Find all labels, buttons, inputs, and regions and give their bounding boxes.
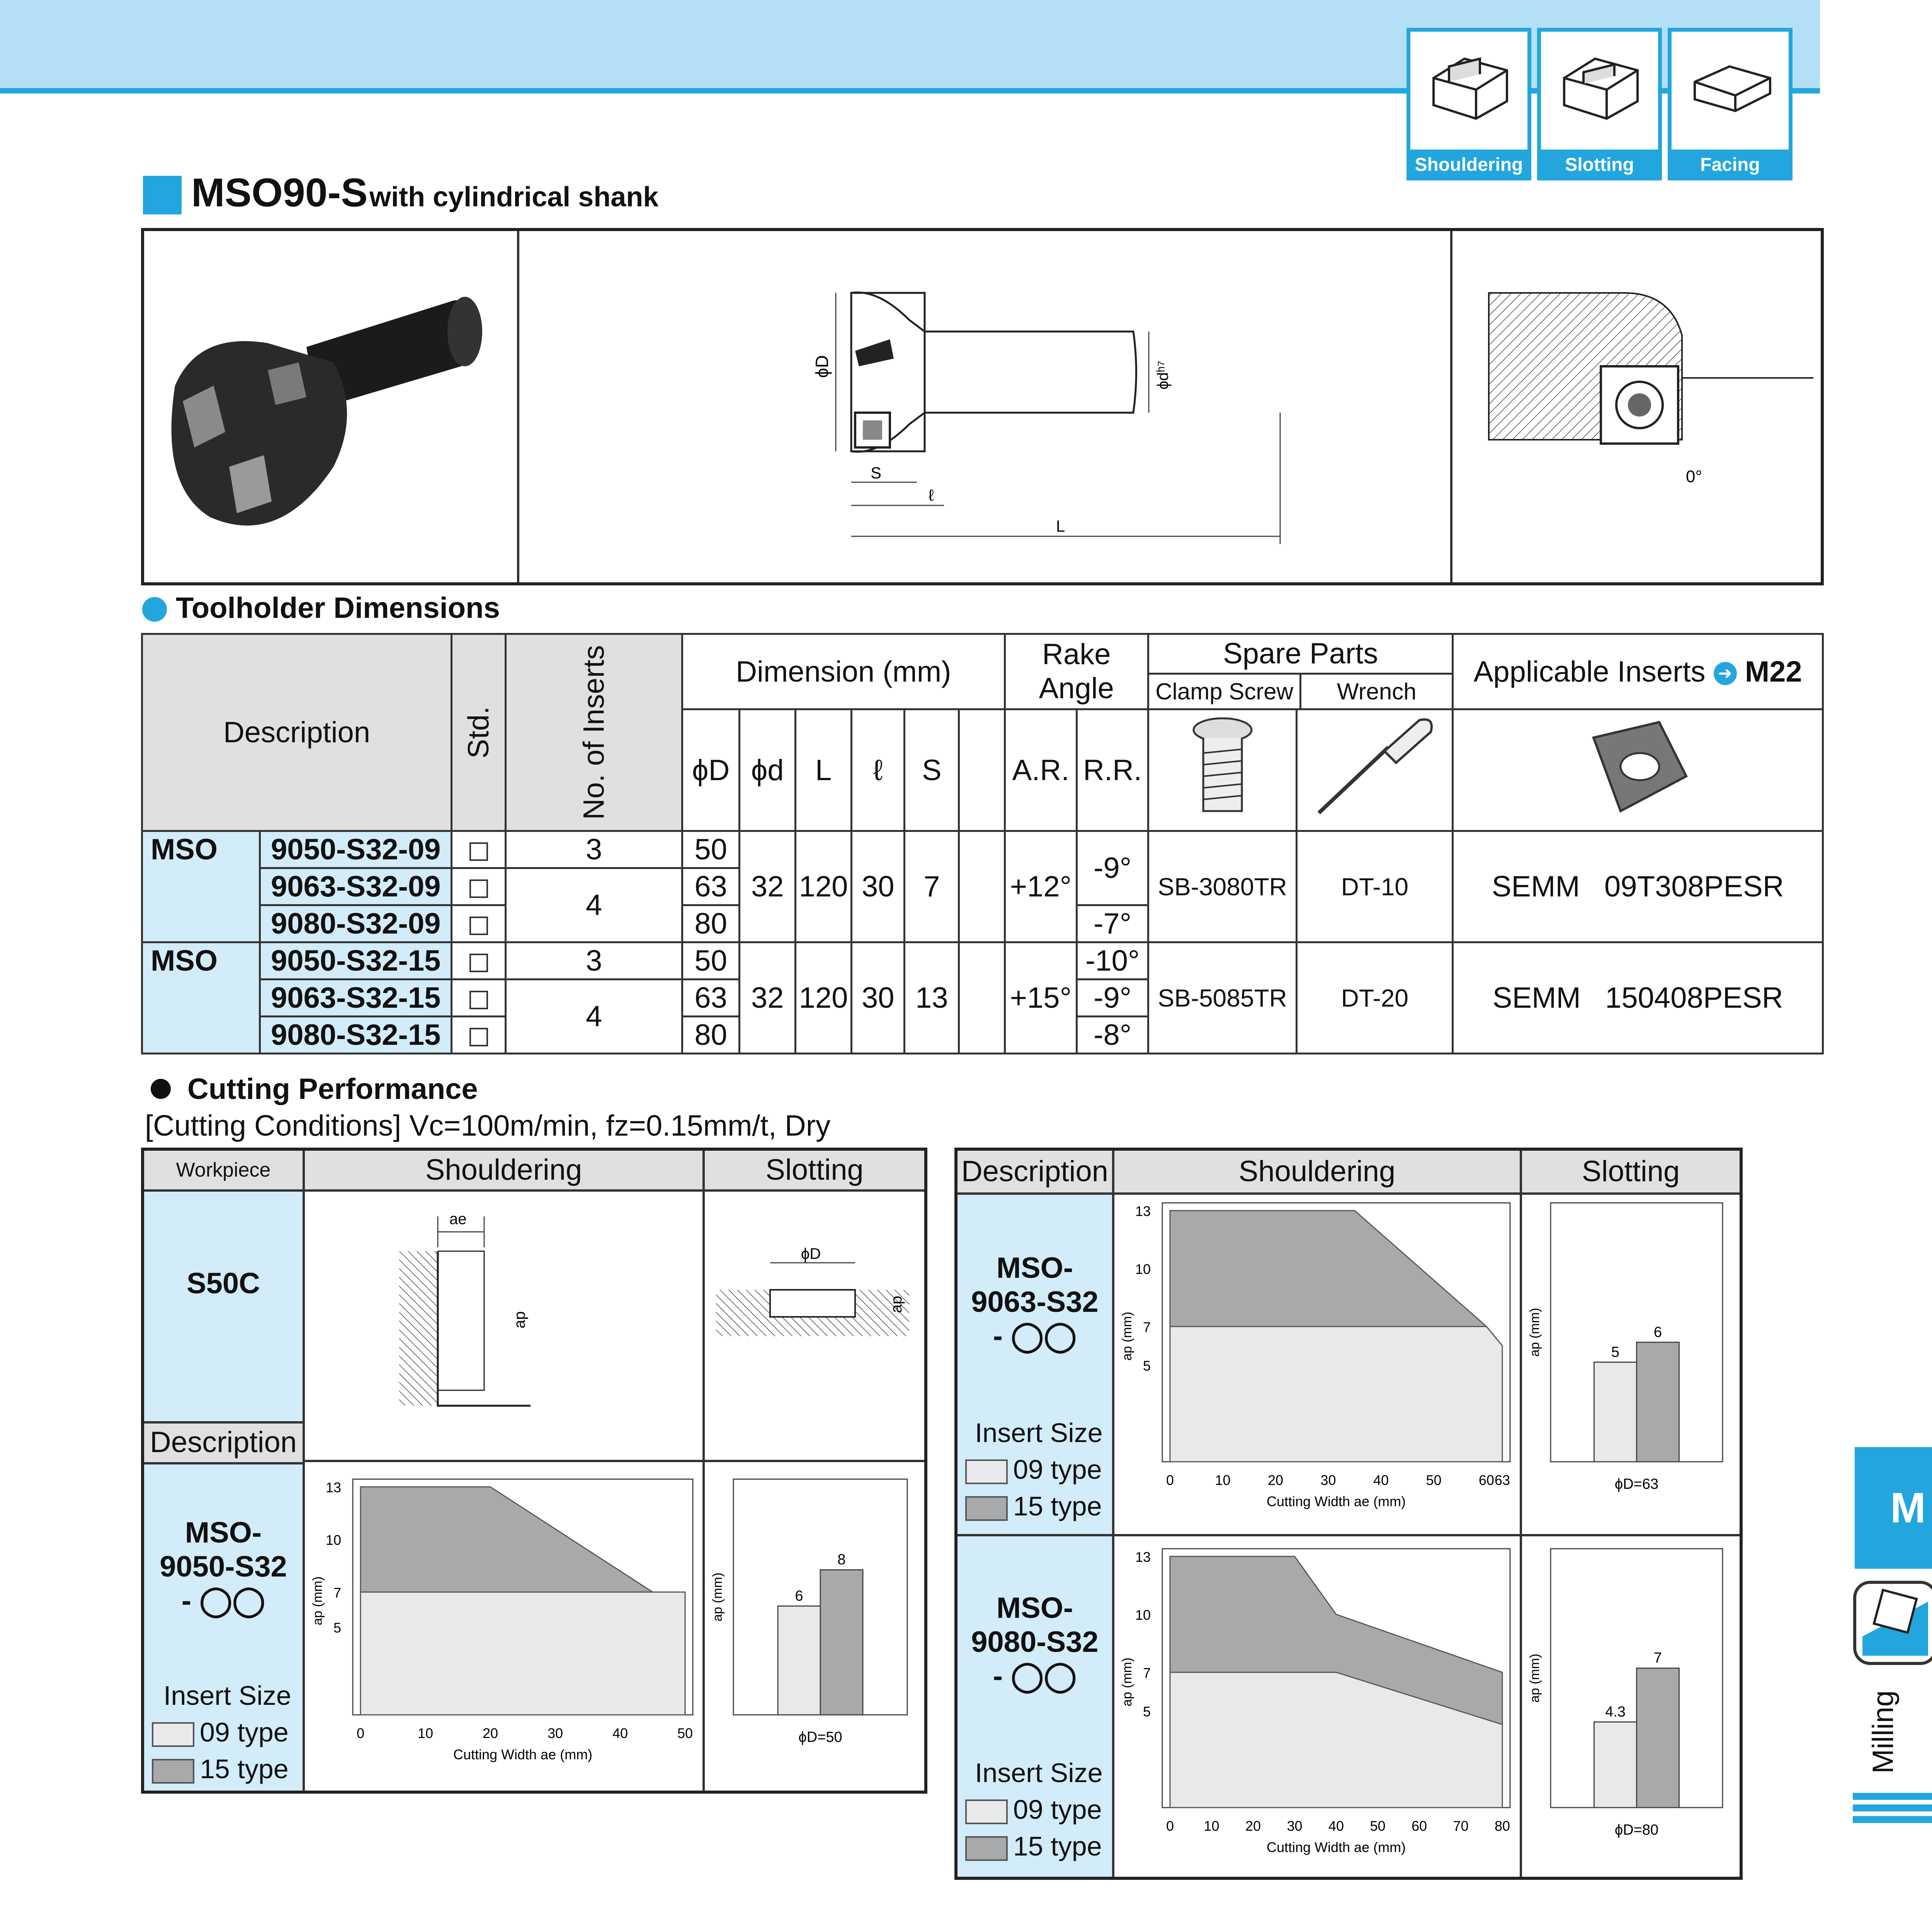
y-tick-label: 10 (1135, 1261, 1151, 1277)
row-l: 30 (852, 831, 905, 942)
header-ar: A.R. (1005, 709, 1077, 831)
series-area-09 (1170, 1327, 1502, 1462)
row-ar: +15° (1005, 942, 1077, 1054)
row-code: 9063-S32-15 (260, 980, 452, 1017)
row-code: 9050-S32-15 (260, 942, 452, 980)
y-tick-label: 10 (325, 1532, 341, 1548)
x-tick-label: 60 (1411, 1818, 1427, 1834)
area-chart-9050 (306, 1471, 701, 1781)
y-axis-label: ap (mm) (1527, 1653, 1542, 1703)
performance-table-left (141, 1148, 927, 1794)
insert-size-label: Insert Size (975, 1758, 1103, 1788)
shouldering-icon (1426, 43, 1515, 121)
bar-value-label: 5 (1611, 1344, 1620, 1361)
row-d: 32 (740, 831, 796, 942)
bar-value-label: 8 (837, 1551, 846, 1568)
label-d: ϕdʰ⁷ (1155, 361, 1172, 389)
row-insert: SEMM 09T308PESR (1453, 831, 1823, 942)
tool-name-9050: MSO- 9050-S32 - ◯◯ (160, 1516, 287, 1617)
row-rr: -7° (1077, 905, 1148, 942)
milling-icon (1851, 1578, 1932, 1667)
header-d: ϕd (740, 709, 796, 831)
shouldering-header: Shouldering (425, 1153, 582, 1186)
x-axis-label: Cutting Width ae (mm) (1266, 1839, 1406, 1855)
bar-caption: ϕD=63 (1614, 1476, 1659, 1492)
x-tick-label: 10 (1215, 1472, 1231, 1488)
x-tick-label: 20 (1267, 1472, 1284, 1488)
insert-size-label: Insert Size (163, 1680, 291, 1711)
bar-value-label: 7 (1653, 1650, 1662, 1667)
x-axis-label: Cutting Width ae (mm) (1266, 1493, 1406, 1509)
header-S: S (905, 709, 959, 831)
y-tick-label: 5 (333, 1620, 341, 1636)
x-tick-label: 0 (1166, 1818, 1174, 1834)
swatch-15-icon (965, 1836, 1008, 1861)
row-code: 9063-S32-09 (260, 868, 452, 905)
x-tick-label: 50 (677, 1725, 693, 1741)
material-label: S50C (186, 1267, 260, 1300)
sidebar-label: Milling (1867, 1690, 1900, 1774)
row-insert: SEMM 150408PESR (1453, 942, 1823, 1054)
bar-chart-9063 (1524, 1195, 1738, 1527)
bar-chart-9080 (1524, 1541, 1738, 1873)
row-D: 63 (682, 868, 740, 905)
x-tick-label: 40 (1373, 1472, 1389, 1488)
bar-09 (1594, 1722, 1637, 1808)
y-axis-label: ap (mm) (710, 1572, 725, 1622)
swatch-09-icon (965, 1459, 1008, 1484)
y-axis-label: ap (mm) (310, 1576, 325, 1626)
x-tick-label: 80 (1494, 1818, 1510, 1834)
insert-image (1453, 709, 1823, 831)
header-L: L (795, 709, 851, 831)
section-bullet-icon (151, 1079, 171, 1099)
row-wrench: DT-20 (1297, 942, 1453, 1054)
bar-value-label: 6 (795, 1588, 803, 1604)
table-row (142, 942, 1823, 980)
row-code: 9080-S32-09 (260, 905, 452, 942)
label-L: L (1056, 517, 1065, 535)
table-row (142, 831, 1823, 868)
label-l: ℓ (929, 486, 934, 504)
performance-heading: Cutting Performance (187, 1073, 478, 1105)
label-D: ϕD (812, 355, 832, 378)
series-area-09 (361, 1592, 685, 1715)
header-inserts: No. of Inserts (506, 634, 682, 831)
swatch-15-icon (965, 1496, 1008, 1521)
header-spare: Spare Parts Clamp Screw Wrench (1148, 634, 1453, 709)
bar-caption: ϕD=50 (798, 1729, 842, 1745)
screw-icon (1190, 714, 1255, 819)
x-tick-label: 10 (1204, 1818, 1219, 1834)
x-tick-label: 0 (1166, 1472, 1174, 1488)
wrench-icon (1311, 713, 1439, 821)
y-tick-label: 7 (1143, 1665, 1151, 1681)
x-tick-label: 50 (1426, 1472, 1442, 1488)
title-square (143, 176, 182, 214)
x-tick-label: 40 (612, 1725, 628, 1741)
row-S: 7 (905, 831, 959, 942)
row-rr: -8° (1077, 1017, 1148, 1054)
header-std: Std. (451, 634, 505, 831)
bar-chart-9050 (706, 1471, 923, 1781)
label-phiD: ϕD (801, 1245, 821, 1262)
title-sub: with cylindrical shank (369, 182, 659, 213)
bar-09 (1594, 1362, 1637, 1462)
swatch-09-icon (965, 1799, 1008, 1824)
legend-15: 15 type (965, 1831, 1102, 1862)
tool-name-9063: MSO- 9063-S32 - ◯◯ (971, 1252, 1099, 1352)
row-L: 120 (795, 942, 851, 1054)
wrench-image (1297, 709, 1453, 831)
row-l: 30 (852, 942, 905, 1054)
row-code: 9080-S32-15 (260, 1017, 452, 1054)
operation-tab-facing (1668, 28, 1793, 180)
bar-value-label: 6 (1653, 1324, 1662, 1340)
arrow-right-icon: ➜ (1714, 662, 1737, 685)
row-rr: -10° (1077, 942, 1148, 980)
std-checkbox (451, 980, 505, 1017)
bar-15 (1637, 1342, 1679, 1462)
row-clamp: SB-3080TR (1148, 831, 1297, 942)
row-inserts: 3 (506, 942, 682, 980)
technical-drawing (531, 243, 1439, 575)
clamp-screw-image (1148, 709, 1297, 831)
row-D: 63 (682, 980, 740, 1017)
x-tick-label: 10 (417, 1725, 434, 1741)
y-tick-label: 13 (1135, 1549, 1151, 1565)
operation-tab-shouldering (1406, 28, 1531, 180)
header-D: ϕD (682, 709, 740, 831)
performance-table-right (954, 1148, 1743, 1880)
shouldering-sketch (376, 1193, 646, 1425)
row-rr: -9° (1077, 980, 1148, 1017)
insert-icon (1582, 714, 1694, 819)
section-bullet-icon (142, 597, 167, 622)
label-angle: 0° (1686, 467, 1702, 486)
x-tick-label: 30 (547, 1725, 563, 1741)
sidebar-stripe (1853, 1816, 1932, 1823)
drawing-panel (141, 228, 1824, 585)
row-inserts: 4 (506, 980, 682, 1054)
row-D: 80 (682, 905, 740, 942)
tab-label: Shouldering (1406, 150, 1531, 180)
shouldering-header: Shouldering (1238, 1155, 1396, 1188)
workpiece-header: Workpiece (176, 1159, 271, 1181)
header-l: ℓ (852, 709, 905, 831)
bar-caption: ϕD=80 (1614, 1822, 1659, 1838)
insert-size-label: Insert Size (975, 1418, 1103, 1448)
section-detail (1458, 277, 1813, 540)
swatch-09-icon (152, 1722, 194, 1747)
row-inserts: 3 (506, 831, 682, 868)
description-header: Description (150, 1426, 297, 1459)
std-checkbox (451, 868, 505, 905)
row-ar: +12° (1005, 831, 1077, 942)
row-code: 9050-S32-09 (260, 831, 452, 868)
row-D: 80 (682, 1017, 740, 1054)
tab-label: Slotting (1537, 150, 1662, 180)
sidebar-stripe (1853, 1793, 1932, 1800)
facing-icon (1687, 43, 1776, 121)
x-axis-label: Cutting Width ae (mm) (453, 1747, 593, 1762)
slotting-header: Slotting (765, 1153, 864, 1186)
row-prefix: MSO (142, 942, 260, 1054)
row-D: 50 (682, 942, 740, 980)
y-tick-label: 5 (1143, 1704, 1151, 1719)
y-tick-label: 7 (1143, 1319, 1151, 1335)
cutting-conditions: [Cutting Conditions] Vc=100m/min, fz=0.15mm/t, Dry (145, 1109, 831, 1142)
slotting-sketch (708, 1209, 925, 1383)
dimension-table (141, 633, 1824, 1054)
row-wrench: DT-10 (1297, 831, 1453, 942)
y-tick-label: 5 (1143, 1358, 1151, 1374)
area-chart-9080 (1116, 1541, 1518, 1873)
x-tick-label: 63 (1494, 1472, 1510, 1488)
slotting-icon (1556, 43, 1645, 121)
row-L: 120 (795, 831, 851, 942)
title-main: MSO90-S (191, 170, 368, 215)
row-prefix: MSO (142, 831, 260, 942)
x-tick-label: 0 (356, 1725, 365, 1741)
bar-value-label: 4.3 (1605, 1704, 1626, 1720)
std-checkbox (451, 831, 505, 868)
x-tick-label: 60 (1479, 1472, 1495, 1488)
y-tick-label: 7 (333, 1585, 341, 1601)
row-clamp: SB-5085TR (1148, 942, 1297, 1054)
row-D: 50 (682, 831, 740, 868)
x-tick-label: 70 (1453, 1818, 1469, 1834)
y-axis-label: ap (mm) (1120, 1657, 1134, 1707)
row-d: 32 (740, 942, 796, 1054)
legend-09: 09 type (965, 1794, 1102, 1825)
row-rr: -9° (1077, 831, 1148, 905)
description-header: Description (961, 1155, 1109, 1188)
bar-09 (778, 1606, 820, 1715)
header-rr: R.R. (1077, 709, 1148, 831)
y-axis-label: ap (mm) (1527, 1308, 1542, 1357)
operation-tab-slotting (1537, 28, 1662, 180)
legend-09: 09 type (152, 1717, 289, 1748)
y-axis-label: ap (mm) (1120, 1311, 1134, 1361)
tool-name-9080: MSO- 9080-S32 - ◯◯ (971, 1592, 1099, 1692)
page-title (191, 170, 658, 216)
tool-photo (152, 285, 507, 548)
std-checkbox (451, 1017, 505, 1054)
legend-09: 09 type (965, 1454, 1102, 1485)
x-tick-label: 30 (1320, 1472, 1336, 1488)
tab-label: Facing (1668, 150, 1793, 180)
y-tick-label: 13 (1135, 1203, 1151, 1219)
area-chart-9063 (1116, 1195, 1518, 1527)
y-tick-label: 13 (325, 1480, 341, 1495)
bar-15 (820, 1570, 863, 1715)
std-checkbox (451, 942, 505, 980)
label-ae: ae (449, 1211, 467, 1228)
label-ap: ap (511, 1311, 528, 1328)
header-dimension: Dimension (mm) (682, 634, 1005, 709)
bar-15 (1637, 1668, 1679, 1808)
label-ap-slot: ap (888, 1296, 905, 1313)
slotting-header: Slotting (1582, 1155, 1680, 1188)
sidebar-stripe (1853, 1804, 1932, 1811)
row-S: 13 (905, 942, 959, 1054)
label-S: S (871, 464, 882, 482)
header-rake: Rake Angle (1005, 634, 1148, 709)
x-tick-label: 20 (1245, 1818, 1261, 1834)
x-tick-label: 50 (1370, 1818, 1386, 1834)
header-description: Description (142, 634, 452, 831)
y-tick-label: 10 (1135, 1607, 1151, 1623)
x-tick-label: 30 (1287, 1818, 1303, 1834)
legend-15: 15 type (965, 1491, 1102, 1522)
std-checkbox (451, 905, 505, 942)
toolholder-heading: Toolholder Dimensions (176, 592, 500, 624)
row-inserts: 4 (506, 868, 682, 942)
swatch-15-icon (152, 1759, 194, 1784)
x-tick-label: 20 (482, 1725, 498, 1741)
sidebar-section-tab: M (1855, 1447, 1932, 1569)
x-tick-label: 40 (1328, 1818, 1344, 1834)
header-applicable: Applicable Inserts ➜ M22 (1453, 634, 1823, 709)
legend-15: 15 type (152, 1753, 289, 1784)
